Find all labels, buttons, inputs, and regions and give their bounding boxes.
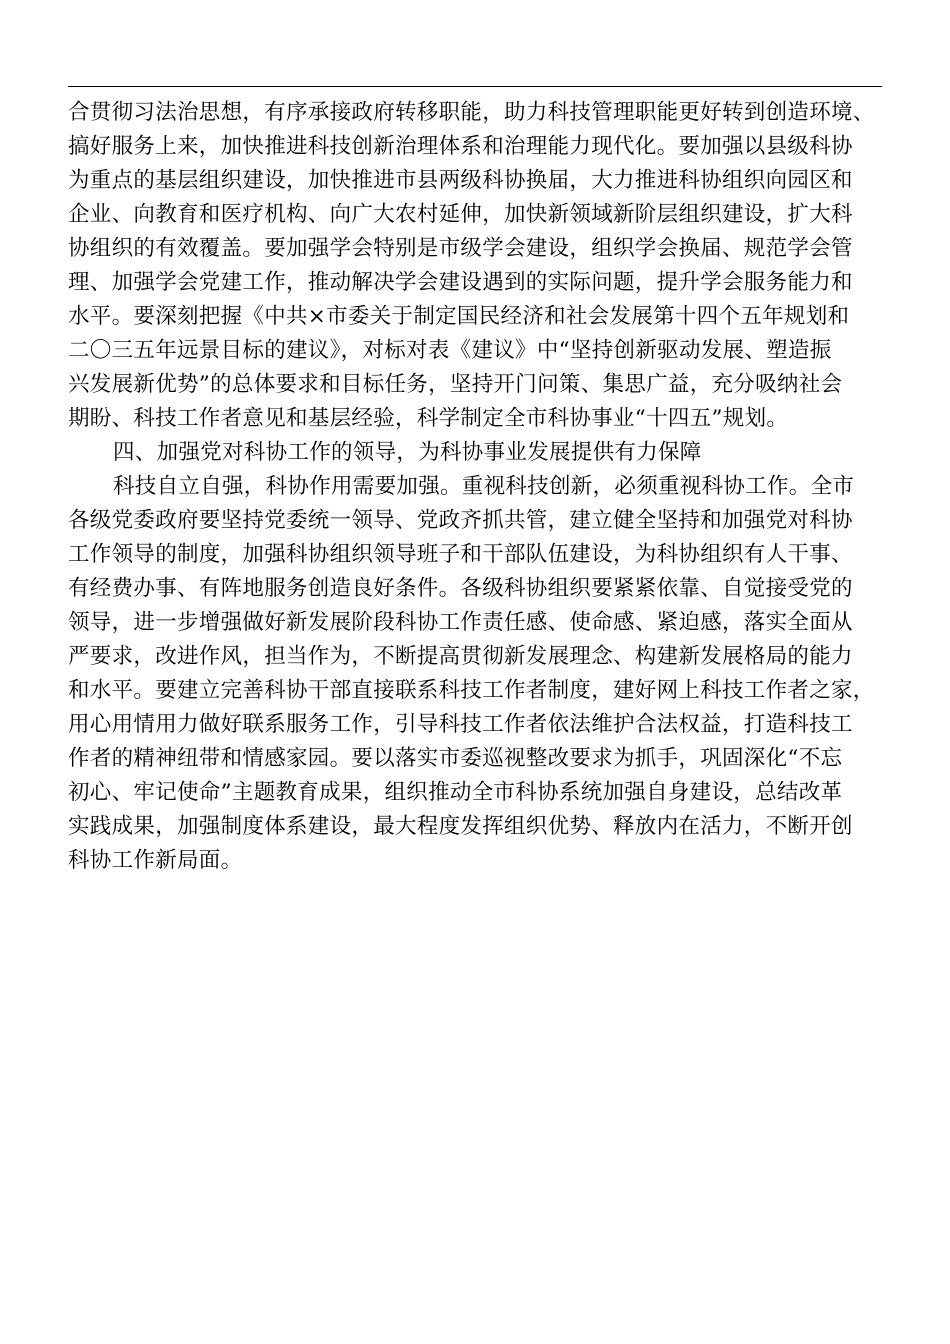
paragraph-line: 用心用情用力做好联系服务工作，引导科技工作者依法维护合法权益，打造科技工 (68, 712, 853, 737)
paragraph-line: 科技自立自强，科协作用需要加强。重视科技创新，必须重视科协工作。全市 (113, 474, 855, 499)
paragraph-line: 理、加强学会党建工作，推动解决学会建设遇到的实际问题，提升学会服务能力和 (68, 270, 853, 295)
paragraph-line: 期盼、科技工作者意见和基层经验，科学制定全市科协事业“十四五”规划。 (68, 406, 789, 431)
paragraph-line: 实践成果，加强制度体系建设，最大程度发挥组织优势、释放内在活力，不断开创 (68, 814, 853, 839)
paragraph-line: 协组织的有效覆盖。要加强学会特别是市级学会建设，组织学会换届、规范学会管 (68, 236, 853, 261)
paragraph-line: 作者的精神纽带和情感家园。要以落实市委巡视整改要求为抓手，巩固深化“不忘 (68, 746, 843, 771)
paragraph-line: 企业、向教育和医疗机构、向广大农村延伸，加快新领域新阶层组织建设，扩大科 (68, 202, 853, 227)
paragraph-line: 水平。要深刻把握《中共×市委关于制定国民经济和社会发展第十四个五年规划和 (68, 304, 850, 329)
paragraph-line: 严要求，改进作风，担当作为，不断提高贯彻新发展理念、构建新发展格局的能力 (68, 644, 853, 669)
paragraph-line: 领导，进一步增强做好新发展阶段科协工作责任感、使命感、紧迫感，落实全面从 (68, 610, 853, 635)
paragraph-line: 搞好服务上来，加快推进科技创新治理体系和治理能力现代化。要加强以县级科协 (68, 134, 853, 159)
paragraph-line: 二〇三五年远景目标的建议》，对标对表《建议》中“坚持创新驱动发展、塑造振 (68, 338, 832, 363)
paragraph-line: 合贯彻习法治思想，有序承接政府转移职能，助力科技管理职能更好转到创造环境、 (68, 100, 875, 125)
paragraph-line: 初心、牢记使命”主题教育成果，组织推动全市科协系统加强自身建设，总结改革 (68, 780, 843, 805)
paragraph-line: 工作领导的制度，加强科协组织领导班子和干部队伍建设，为科协组织有人干事、 (68, 542, 853, 567)
section-heading: 四、加强党对科协工作的领导，为科协事业发展提供有力保障 (113, 440, 702, 465)
paragraph-line: 和水平。要建立完善科协干部直接联系科技工作者制度，建好网上科技工作者之家， (68, 678, 875, 703)
paragraph-line: 各级党委政府要坚持党委统一领导、党政齐抓共管，建立健全坚持和加强党对科协 (68, 508, 853, 533)
paragraph-line: 兴发展新优势”的总体要求和目标任务，坚持开门问策、集思广益，充分吸纳社会 (68, 372, 843, 397)
paragraph-line: 为重点的基层组织建设，加快推进市县两级科协换届，大力推进科协组织向园区和 (68, 168, 853, 193)
paragraph-line: 有经费办事、有阵地服务创造良好条件。各级科协组织要紧紧依靠、自觉接受党的 (68, 576, 853, 601)
paragraph-line: 科协工作新局面。 (68, 848, 243, 873)
header-rule (68, 86, 882, 87)
